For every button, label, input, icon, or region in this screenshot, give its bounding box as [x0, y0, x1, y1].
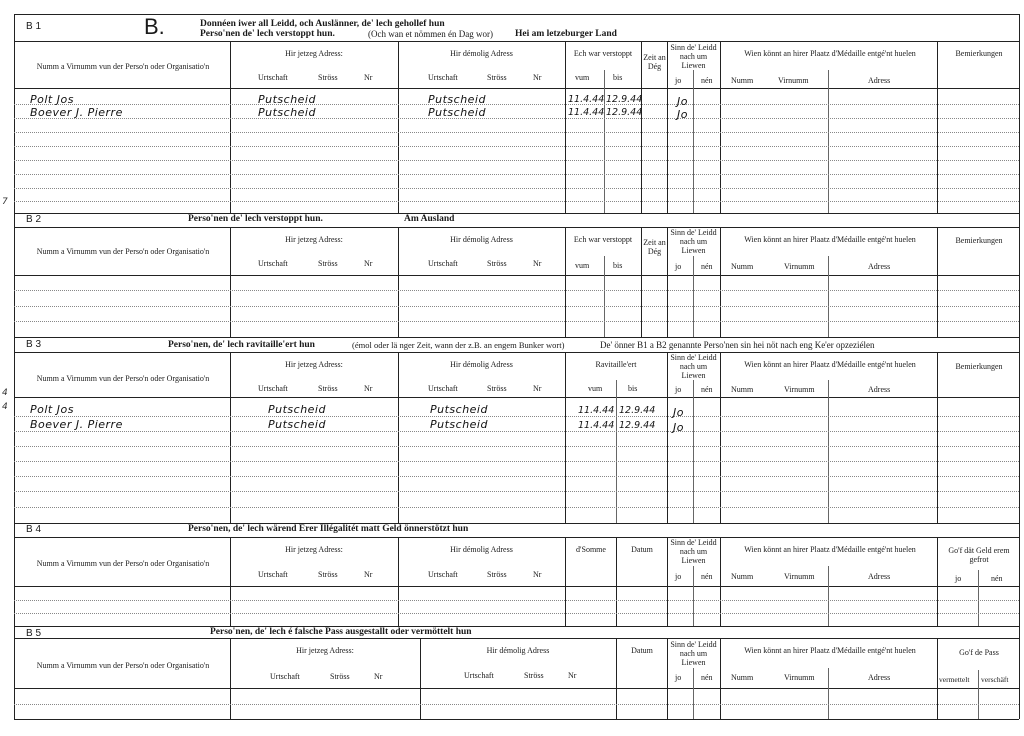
header-place: Hei am letzeburger Land [515, 29, 617, 39]
col-locality: Urtschaft [258, 259, 288, 268]
col-yes: jo [675, 76, 682, 85]
section-label: B 3 [26, 339, 42, 350]
col-rule [230, 352, 231, 523]
col-nr: Nr [364, 384, 373, 393]
section-rule [14, 523, 1019, 524]
col-m-first: Virnumm [778, 76, 809, 85]
col-street: Ströss [330, 672, 350, 681]
entry-current: Putscheid [258, 93, 316, 106]
col-from: vum [575, 261, 590, 270]
section-title: Perso'nen, de' lech wärend Erer Illégalitét matt Geld önnerstötzt hun [188, 524, 469, 534]
col-no: nén [701, 572, 713, 581]
col-no: nén [991, 574, 1003, 583]
col-rule [828, 70, 829, 213]
row-rule [14, 188, 1019, 189]
col-locality: Urtschaft [258, 73, 288, 82]
col-name: Numm a Virnumm vun der Perso'n oder Organisatio'n [36, 559, 210, 568]
col-nr: Nr [568, 671, 577, 680]
row-rule [14, 174, 1019, 175]
col-m-address: Adress [868, 385, 891, 394]
col-money-back: Go'f dät Geld erem gefrot [948, 546, 1010, 564]
rule [14, 537, 1019, 538]
col-until: bis [613, 73, 623, 82]
col-purpose: Sinn de' Leidd nach um Liewen [670, 640, 717, 667]
col-current-address: Hir jetzeg Adress: [285, 49, 343, 58]
col-no: nén [701, 76, 713, 85]
entry-former: Putscheid [430, 403, 488, 416]
col-rule [720, 352, 721, 523]
entry-from: 11.4.44 [568, 94, 605, 105]
col-hidden: Ech war verstoppt [573, 49, 633, 58]
col-until: bis [628, 384, 638, 393]
col-rule [398, 352, 399, 523]
header-line1: Donnéen iwer all Leidd, och Auslänner, de' lech gehollef hun [200, 19, 445, 29]
row-rule [14, 160, 1019, 161]
col-former-address: Hir démolig Adress [450, 545, 513, 554]
col-nr: Nr [533, 570, 542, 579]
header-note: (Och wan et nömmen én Dag wor) [368, 29, 493, 39]
col-m-address: Adress [868, 76, 891, 85]
col-nr: Nr [533, 73, 542, 82]
col-m-first: Virnumm [784, 262, 815, 271]
col-rule [230, 638, 231, 719]
col-m-first: Virnumm [784, 673, 815, 682]
section-label: B 1 [26, 21, 42, 32]
rule [14, 638, 1019, 639]
entry-from: 11.4.44 [578, 405, 615, 416]
section-rule [14, 337, 1019, 338]
col-former-address: Hir démolig Adress [450, 235, 513, 244]
entry-from: 11.4.44 [568, 107, 605, 118]
row-rule [14, 201, 1019, 202]
entry-name: Polt Jos [30, 403, 74, 416]
entry-until: 12.9.44 [619, 405, 656, 416]
header-line2: Perso'nen de' lech verstoppt hun. [200, 29, 335, 39]
col-locality: Urtschaft [464, 671, 494, 680]
col-rule [604, 70, 605, 213]
col-days: Zeit an Dég [643, 53, 666, 71]
row-rule [14, 290, 1019, 291]
col-name: Numm a Virnumm vun der Perso'n oder Organisatio'n [36, 661, 210, 670]
col-locality: Urtschaft [270, 672, 300, 681]
entry-until: 12.9.44 [619, 420, 656, 431]
col-rule [616, 380, 617, 523]
col-rule [978, 570, 979, 626]
section-label: B 2 [26, 214, 42, 225]
col-rule [828, 380, 829, 523]
section-rule [14, 213, 1019, 214]
col-locality: Urtschaft [428, 384, 458, 393]
rule [14, 41, 1019, 42]
row-rule [14, 431, 1019, 432]
col-issued: vermettelt [939, 675, 970, 684]
col-street: Ströss [318, 259, 338, 268]
col-rule [693, 380, 694, 523]
col-medal: Wien könnt an hirer Plaatz d'Médaille entgé'nt huelen [744, 646, 916, 655]
col-rule [937, 352, 938, 523]
col-former-address: Hir démolig Adress [486, 646, 550, 655]
col-street: Ströss [318, 570, 338, 579]
col-date: Datum [631, 646, 653, 655]
col-m-first: Virnumm [784, 572, 815, 581]
col-former-address: Hir démolig Adress [450, 360, 513, 369]
entry-former: Putscheid [430, 418, 488, 431]
col-rule [828, 256, 829, 337]
col-nr: Nr [533, 384, 542, 393]
col-street: Ströss [524, 671, 544, 680]
section-note: (émol oder lä nger Zeit, wann der z.B. an engem Bunker wort) [352, 340, 565, 350]
rule [14, 88, 1019, 89]
col-rule [693, 70, 694, 213]
col-rule [693, 256, 694, 337]
col-former-address: Hir démolig Adress [450, 49, 513, 58]
col-locality: Urtschaft [258, 570, 288, 579]
row-rule [14, 476, 1019, 477]
entry-former: Putscheid [428, 106, 486, 119]
col-days: Zeit an Dég [643, 238, 666, 256]
col-m-first: Virnumm [784, 385, 815, 394]
entry-yes: Jo [673, 421, 684, 434]
row-rule [14, 146, 1019, 147]
row-rule [14, 104, 1019, 105]
row-rule [14, 446, 1019, 447]
col-medal: Wien könnt an hirer Plaatz d'Médaille entgé'nt huelen [744, 545, 916, 554]
col-from: vum [575, 73, 590, 82]
rule [14, 688, 1019, 689]
entry-until: 12.9.44 [606, 94, 643, 105]
col-m-address: Adress [868, 673, 891, 682]
rule [14, 275, 1019, 276]
row-rule [14, 416, 1019, 417]
col-current-address: Hir jetzeg Adress: [285, 545, 343, 554]
col-yes: jo [675, 673, 682, 682]
row-rule [14, 491, 1019, 492]
row-rule [14, 321, 1019, 322]
col-rule [828, 566, 829, 626]
col-rule [693, 668, 694, 719]
col-street: Ströss [318, 73, 338, 82]
col-no: nén [701, 262, 713, 271]
col-street: Ströss [487, 384, 507, 393]
col-purpose: Sinn de' Leidd nach um Liewen [670, 43, 717, 70]
row-rule [14, 600, 1019, 601]
col-nr: Nr [374, 672, 383, 681]
col-yes: jo [675, 262, 682, 271]
section-rule [14, 626, 1019, 627]
col-rule [828, 668, 829, 719]
col-street: Ströss [487, 73, 507, 82]
entry-yes: Jo [677, 95, 688, 108]
row-rule [14, 613, 1019, 614]
col-current-address: Hir jetzeg Adress: [285, 235, 343, 244]
col-m-name: Numm [731, 572, 754, 581]
section-note2: De' önner B1 a B2 genannte Perso'nen sin hei nöt nach eng Ke'er opzeziélen [600, 340, 875, 350]
rule [14, 586, 1019, 587]
col-m-name: Numm [731, 385, 754, 394]
col-supplied: Ravitaille'ert [595, 360, 637, 369]
section-label: B 5 [26, 628, 42, 639]
col-m-name: Numm [731, 76, 754, 85]
entry-until: 12.9.44 [606, 107, 643, 118]
row-rule [14, 507, 1019, 508]
margin-mark: 7 [2, 197, 8, 207]
col-date: Datum [631, 545, 653, 554]
entry-name: Polt Jos [30, 93, 74, 106]
col-current-address: Hir jetzeg Adress: [296, 646, 354, 655]
col-street: Ströss [487, 259, 507, 268]
entry-former: Putscheid [428, 93, 486, 106]
rule [14, 227, 1019, 228]
col-name: Numm a Virnumm vun der Perso'n oder Organisatio'n [36, 62, 210, 71]
row-rule [14, 306, 1019, 307]
entry-current: Putscheid [268, 403, 326, 416]
col-m-address: Adress [868, 262, 891, 271]
margin-mark: 4 [2, 388, 8, 398]
col-name: Numm a Virnumm vun der Perso'n oder Organisatio'n [36, 247, 210, 256]
col-purpose: Sinn de' Leidd nach um Liewen [670, 538, 717, 565]
col-locality: Urtschaft [428, 73, 458, 82]
col-street: Ströss [487, 570, 507, 579]
col-medal: Wien könnt an hirer Plaatz d'Médaille entgé'nt huelen [744, 360, 916, 369]
col-medal: Wien könnt an hirer Plaatz d'Médaille entgé'nt huelen [744, 49, 916, 58]
col-pass-question: Go'f de Pass [959, 648, 999, 657]
form-letter: B. [144, 14, 165, 39]
row-rule [14, 461, 1019, 462]
col-locality: Urtschaft [428, 259, 458, 268]
col-rule [937, 638, 938, 719]
entry-yes: Jo [677, 108, 688, 121]
col-rule [693, 566, 694, 626]
col-nr: Nr [533, 259, 542, 268]
section-title: Perso'nen, de' lech é falsche Pass ausgestallt oder vermöttelt hun [210, 627, 472, 637]
entry-name: Boever J. Pierre [30, 106, 123, 119]
col-remarks: Bemierkungen [955, 362, 1003, 371]
col-purpose: Sinn de' Leidd nach um Liewen [670, 353, 717, 380]
section-label: B 4 [26, 524, 42, 535]
col-purpose: Sinn de' Leidd nach um Liewen [670, 228, 717, 255]
outer-border-right [1019, 14, 1020, 719]
row-rule [14, 118, 1019, 119]
col-mediated: verschäft [981, 675, 1009, 684]
entry-from: 11.4.44 [578, 420, 615, 431]
entry-name: Boever J. Pierre [30, 418, 123, 431]
col-m-name: Numm [731, 673, 754, 682]
col-name: Numm a Virnumm vun der Perso'n oder Organisatio'n [36, 374, 210, 383]
col-rule [420, 638, 421, 719]
col-locality: Urtschaft [428, 570, 458, 579]
entry-yes: Jo [673, 406, 684, 419]
margin-mark: 4 [2, 402, 8, 412]
col-sum: d'Somme [576, 545, 606, 554]
col-rule [604, 256, 605, 337]
col-hidden: Ech war verstoppt [573, 235, 633, 244]
section-title: Perso'nen de' lech verstoppt hun. [188, 214, 323, 224]
col-yes: jo [675, 572, 682, 581]
col-yes: jo [675, 385, 682, 394]
col-nr: Nr [364, 73, 373, 82]
row-rule [14, 132, 1019, 133]
col-m-address: Adress [868, 572, 891, 581]
col-locality: Urtschaft [258, 384, 288, 393]
entry-current: Putscheid [258, 106, 316, 119]
col-m-name: Numm [731, 262, 754, 271]
section-place: Am Ausland [404, 214, 455, 224]
col-no: nén [701, 673, 713, 682]
row-rule [14, 704, 1019, 705]
rule [14, 397, 1019, 398]
col-rule [720, 638, 721, 719]
rule [14, 352, 1019, 353]
entry-current: Putscheid [268, 418, 326, 431]
col-remarks: Bemierkungen [955, 236, 1003, 245]
col-no: nén [701, 385, 713, 394]
col-rule [978, 670, 979, 719]
col-from: vum [588, 384, 603, 393]
col-nr: Nr [364, 259, 373, 268]
col-yes: jo [955, 574, 962, 583]
col-rule [565, 352, 566, 523]
col-street: Ströss [318, 384, 338, 393]
col-until: bis [613, 261, 623, 270]
col-nr: Nr [364, 570, 373, 579]
col-remarks: Bemierkungen [955, 49, 1003, 58]
bottom-rule [14, 719, 1019, 720]
section-title: Perso'nen, de' lech ravitaille'ert hun [168, 340, 315, 350]
col-current-address: Hir jetzeg Adress: [285, 360, 343, 369]
col-medal: Wien könnt an hirer Plaatz d'Médaille entgé'nt huelen [744, 235, 916, 244]
